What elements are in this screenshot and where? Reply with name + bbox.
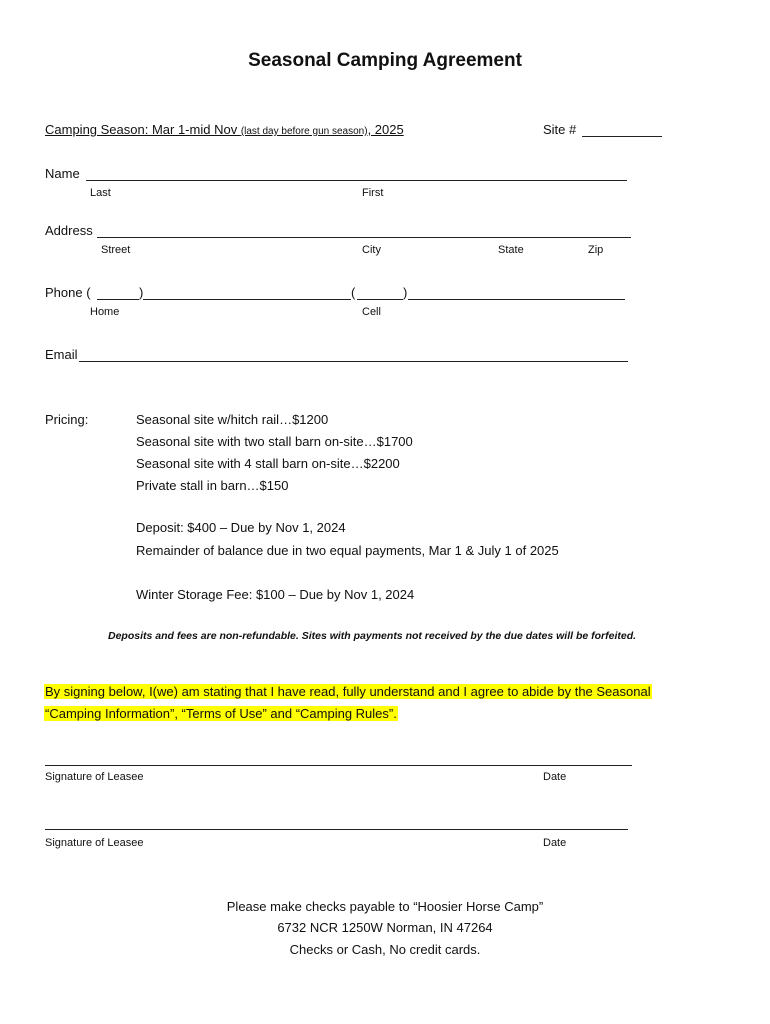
pricing-item: Seasonal site with two stall barn on-site…$1700 <box>136 434 413 449</box>
phone-cell-field[interactable] <box>408 299 625 300</box>
address-label: Address <box>45 223 93 238</box>
season-prefix: Camping Season: Mar 1-mid Nov <box>45 122 241 137</box>
phone-sub-home: Home <box>90 306 120 318</box>
signature-2-field[interactable] <box>45 829 628 830</box>
name-sub-first: First <box>362 187 384 199</box>
email-label: Email <box>45 347 78 362</box>
phone-label: Phone ( <box>45 285 91 300</box>
agreement-line-2: “Camping Information”, “Terms of Use” and “Camping Rules”. <box>45 706 397 721</box>
name-label: Name <box>45 166 80 181</box>
camping-season-line <box>45 122 404 137</box>
address-sub-state: State <box>498 244 524 256</box>
phone-sub-cell: Cell <box>362 306 381 318</box>
deposit-text: Deposit: $400 – Due by Nov 1, 2024 <box>136 520 346 535</box>
agreement-line-1: By signing below, I(we) am stating that I have read, fully understand and I agree to abide by the Seasonal <box>45 684 651 699</box>
winter-storage-text: Winter Storage Fee: $100 – Due by Nov 1, 2024 <box>136 587 415 602</box>
footer-payable-to: Please make checks payable to “Hoosier Horse Camp” <box>226 899 544 914</box>
signature-2-date-label: Date <box>543 837 567 849</box>
season-note: (last day before gun season) <box>240 126 368 137</box>
address-sub-city: City <box>362 244 381 256</box>
address-sub-zip: Zip <box>588 244 604 256</box>
phone-home-area-field[interactable] <box>97 299 139 300</box>
address-field[interactable] <box>97 237 631 238</box>
site-number-field[interactable] <box>582 136 662 137</box>
phone-sep-3: ) <box>403 285 408 300</box>
signature-1-field[interactable] <box>45 765 632 766</box>
season-suffix: , 2025 <box>367 122 404 137</box>
pricing-item: Private stall in barn…$150 <box>136 478 289 493</box>
nonrefundable-note: Deposits and fees are non-refundable. Sites with payments not received by the due dates will be forfeited. <box>108 630 637 642</box>
signature-1-date-label: Date <box>543 771 567 783</box>
remainder-text: Remainder of balance due in two equal payments, Mar 1 & July 1 of 2025 <box>136 543 559 558</box>
pricing-item: Seasonal site with 4 stall barn on-site…$2200 <box>136 456 400 471</box>
name-sub-last: Last <box>90 187 111 199</box>
signature-1-label: Signature of Leasee <box>45 771 144 783</box>
pricing-label: Pricing: <box>45 412 89 427</box>
agreement-statement-2 <box>44 703 398 725</box>
footer-address: 6732 NCR 1250W Norman, IN 47264 <box>277 920 493 935</box>
signature-2-label: Signature of Leasee <box>45 837 144 849</box>
footer-payment-methods: Checks or Cash, No credit cards. <box>289 942 481 957</box>
phone-home-field[interactable] <box>143 299 351 300</box>
agreement-statement <box>44 681 652 703</box>
phone-sep-1: ) <box>139 285 144 300</box>
address-sub-street: Street <box>101 244 131 256</box>
phone-sep-2: ( <box>351 285 356 300</box>
document-title: Seasonal Camping Agreement <box>248 50 522 71</box>
site-number-label: Site # <box>543 122 577 137</box>
name-field[interactable] <box>86 180 627 181</box>
phone-cell-area-field[interactable] <box>357 299 403 300</box>
email-field[interactable] <box>79 361 628 362</box>
pricing-item: Seasonal site w/hitch rail…$1200 <box>136 412 329 427</box>
